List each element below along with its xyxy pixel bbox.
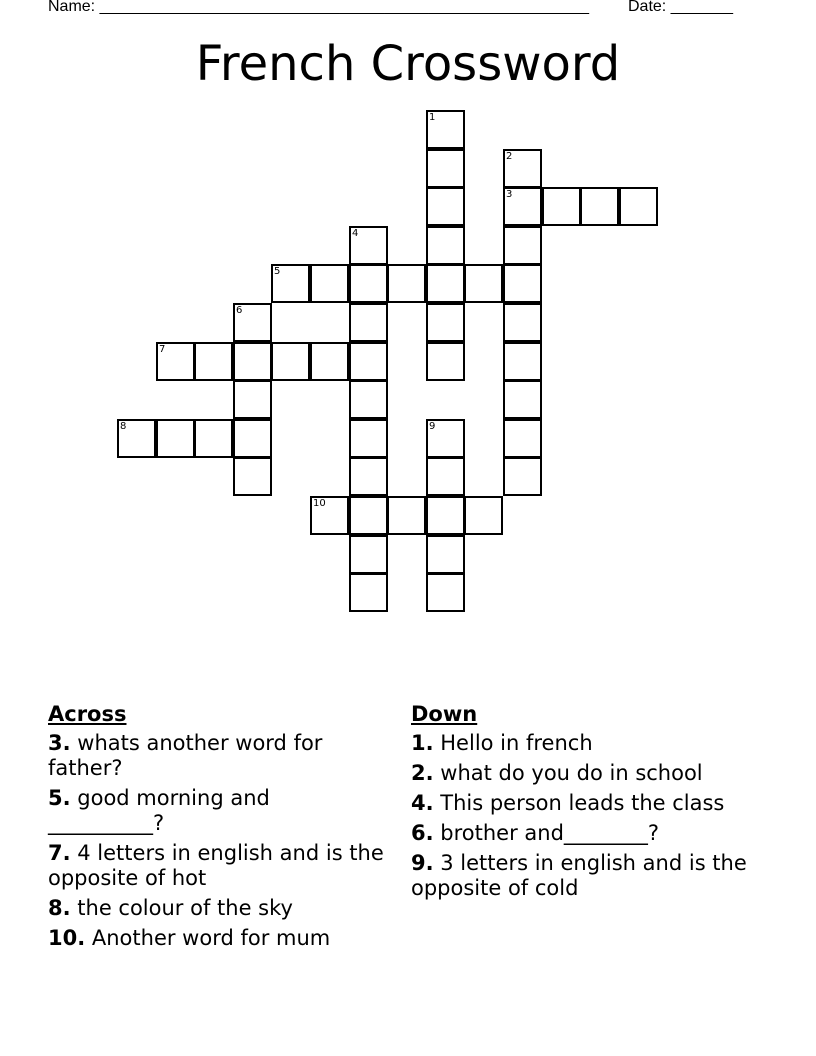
crossword-cell[interactable] [349,380,388,419]
crossword-cell[interactable] [349,573,388,612]
name-field[interactable]: Name: _______________________________________________________ [48,0,589,15]
crossword-cell[interactable] [156,342,195,381]
crossword-cell[interactable] [156,419,195,458]
crossword-cell[interactable] [271,264,310,303]
crossword-cell[interactable] [503,419,542,458]
crossword-cell[interactable] [503,149,542,188]
crossword-cell[interactable] [310,496,349,535]
crossword-cell[interactable] [349,264,388,303]
clue-down-4: 4. This person leads the class [411,791,725,815]
crossword-cell[interactable] [426,419,465,458]
crossword-cell[interactable] [503,264,542,303]
across-heading: Across [48,702,127,726]
clue-across-3: 3. whats another word for father? [48,731,323,780]
crossword-cell[interactable] [233,342,272,381]
crossword-cell[interactable] [349,496,388,535]
across-clues [48,702,388,956]
crossword-cell[interactable] [310,342,349,381]
clue-down-6: 6. brother and________? [411,821,660,845]
clue-number: 3 [506,189,513,200]
clue-number: 2 [506,151,513,162]
crossword-cell[interactable] [426,264,465,303]
clue-across-5: 5. good morning and __________? [48,786,270,835]
crossword-cell[interactable] [426,457,465,496]
crossword-cell[interactable] [349,457,388,496]
crossword-cell[interactable] [464,496,503,535]
crossword-cell[interactable] [310,264,349,303]
crossword-cell[interactable] [503,380,542,419]
crossword-cell[interactable] [580,187,619,226]
crossword-cell[interactable] [349,226,388,265]
clue-down-1: 1. Hello in french [411,731,593,755]
crossword-cell[interactable] [271,342,310,381]
clue-across-10: 10. Another word for mum [48,926,331,950]
clue-number: 10 [313,498,326,509]
crossword-cell[interactable] [503,226,542,265]
crossword-cell[interactable] [426,342,465,381]
crossword-cell[interactable] [503,187,542,226]
clue-number: 1 [429,112,436,123]
crossword-cell[interactable] [503,303,542,342]
down-clues [411,702,751,906]
clue-across-8: 8. the colour of the sky [48,896,293,920]
crossword-cell[interactable] [233,380,272,419]
crossword-cell[interactable] [542,187,581,226]
crossword-cell[interactable] [194,419,233,458]
crossword-cell[interactable] [117,419,156,458]
crossword-cell[interactable] [194,342,233,381]
date-field[interactable]: Date: _______ [628,0,733,15]
crossword-cell[interactable] [349,303,388,342]
clue-number: 5 [274,266,281,277]
crossword-cell[interactable] [426,149,465,188]
crossword-cell[interactable] [619,187,658,226]
crossword-cell[interactable] [233,457,272,496]
clue-number: 4 [352,228,359,239]
crossword-cell[interactable] [426,535,465,574]
crossword-cell[interactable] [426,496,465,535]
crossword-cell[interactable] [387,264,426,303]
page-title: French Crossword [195,36,621,92]
down-heading: Down [411,702,478,726]
crossword-cell[interactable] [426,187,465,226]
crossword-cell[interactable] [233,303,272,342]
crossword-cell[interactable] [349,535,388,574]
clue-number: 6 [236,305,243,316]
clue-number: 9 [429,421,436,432]
clue-number: 7 [159,344,166,355]
crossword-cell[interactable] [387,496,426,535]
crossword-cell[interactable] [349,342,388,381]
crossword-cell[interactable] [233,419,272,458]
crossword-cell[interactable] [464,264,503,303]
clue-across-7: 7. 4 letters in english and is the opposite of hot [48,841,384,890]
crossword-cell[interactable] [503,457,542,496]
crossword-cell[interactable] [426,110,465,149]
crossword-cell[interactable] [426,573,465,612]
clue-number: 8 [120,421,127,432]
clue-down-9: 9. 3 letters in english and is the opposite of cold [411,851,747,900]
crossword-cell[interactable] [503,342,542,381]
crossword-cell[interactable] [426,226,465,265]
crossword-cell[interactable] [426,303,465,342]
crossword-cell[interactable] [349,419,388,458]
clue-down-2: 2. what do you do in school [411,761,703,785]
